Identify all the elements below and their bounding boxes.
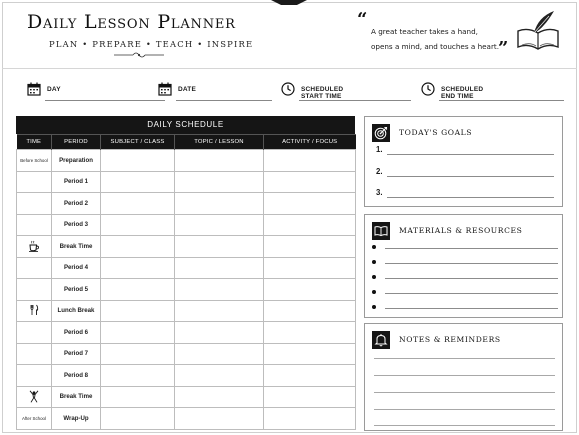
goal-number: 3. [376,188,383,197]
materials-title: MATERIALS & RESOURCES [399,226,523,235]
topic-cell[interactable] [175,214,264,236]
table-row [17,193,356,215]
topic-cell[interactable] [175,279,264,301]
time-cell [17,214,52,236]
subject-cell[interactable] [101,365,175,387]
period-cell: Lunch Break [52,300,101,322]
topic-cell[interactable] [175,408,264,430]
table-row [17,214,356,236]
goals-title: TODAY'S GOALS [399,128,473,137]
table-row [17,150,356,172]
activity-cell[interactable] [264,279,356,301]
time-cell [17,193,52,215]
time-cell [17,300,52,322]
quote-line-1: A great teacher takes a hand, [371,27,478,36]
schedule-table [16,134,356,430]
time-cell [17,279,52,301]
page-subtitle: PLAN • PREPARE • TEACH • INSPIRE [49,39,254,49]
note-input-line[interactable] [374,375,555,376]
table-row [17,343,356,365]
period-cell: Preparation [52,150,101,172]
start-time-input-line[interactable] [299,100,411,101]
day-input-line[interactable] [45,100,165,101]
quote-open-mark: “ [357,9,368,30]
topic-cell[interactable] [175,322,264,344]
material-input-line[interactable] [385,263,558,264]
period-cell: Period 3 [52,214,101,236]
quote-text [371,24,501,54]
goal-number: 1. [376,145,383,154]
topic-cell[interactable] [175,236,264,258]
activity-cell[interactable] [264,365,356,387]
materials-resources-panel [364,214,563,318]
subject-cell[interactable] [101,343,175,365]
topic-cell[interactable] [175,300,264,322]
end-time-label: SCHEDULED END TIME [441,86,484,100]
schedule-header-row [17,135,356,150]
activity-cell[interactable] [264,214,356,236]
todays-goals-panel [364,116,563,207]
page-title: Daily Lesson Planner [27,11,236,33]
topic-cell[interactable] [175,171,264,193]
quote-close-mark: ” [498,38,509,59]
time-cell [17,365,52,387]
period-cell: Period 7 [52,343,101,365]
topic-cell[interactable] [175,150,264,172]
quill-book-icon [514,9,562,53]
material-input-line[interactable] [385,278,558,279]
subject-cell[interactable] [101,150,175,172]
bullet-icon [372,245,376,249]
period-cell: Period 4 [52,257,101,279]
subject-cell[interactable] [101,322,175,344]
column-header-topic: TOPIC / LESSON [175,135,264,150]
time-cell [17,343,52,365]
table-row [17,365,356,387]
time-cell [17,236,52,258]
activity-cell[interactable] [264,408,356,430]
activity-cell[interactable] [264,193,356,215]
topic-cell[interactable] [175,386,264,408]
goal-input-line[interactable] [387,154,554,155]
material-input-line[interactable] [385,293,558,294]
time-cell: After School [17,408,52,430]
calendar-icon [27,82,41,96]
activity-cell[interactable] [264,150,356,172]
note-input-line[interactable] [374,425,555,426]
goal-input-line[interactable] [387,176,554,177]
topic-cell[interactable] [175,257,264,279]
goal-number: 2. [376,167,383,176]
clock-icon [281,82,295,96]
table-row [17,386,356,408]
period-cell: Wrap-Up [52,408,101,430]
time-cell [17,322,52,344]
subject-cell[interactable] [101,193,175,215]
schedule-title: DAILY SCHEDULE [16,116,355,134]
activity-cell[interactable] [264,322,356,344]
period-cell: Period 2 [52,193,101,215]
target-icon [372,124,390,142]
material-input-line[interactable] [385,248,558,249]
topic-cell[interactable] [175,365,264,387]
start-time-label: SCHEDULED START TIME [301,86,344,100]
time-cell [17,386,52,408]
period-cell: Break Time [52,236,101,258]
subject-cell[interactable] [101,300,175,322]
subject-cell[interactable] [101,171,175,193]
table-row [17,257,356,279]
period-cell: Period 6 [52,322,101,344]
period-cell: Break Time [52,386,101,408]
topic-cell[interactable] [175,193,264,215]
note-input-line[interactable] [374,392,555,393]
day-label: DAY [47,86,61,93]
topic-cell[interactable] [175,343,264,365]
fork-knife-icon [28,304,40,316]
bullet-icon [372,275,376,279]
clock-icon [421,82,435,96]
time-cell [17,171,52,193]
period-cell: Period 8 [52,365,101,387]
subject-cell[interactable] [101,386,175,408]
table-row [17,236,356,258]
time-cell: Before School [17,150,52,172]
flourish-ornament-icon [114,51,164,59]
subject-cell[interactable] [101,257,175,279]
open-book-icon [372,222,390,240]
date-label: DATE [178,86,197,93]
subject-cell[interactable] [101,236,175,258]
column-header-period: PERIOD [52,135,101,150]
period-cell: Period 5 [52,279,101,301]
note-input-line[interactable] [374,358,555,359]
quote-line-2: opens a mind, and touches a heart. [371,42,500,51]
coffee-cup-icon [28,240,40,252]
period-cell: Period 1 [52,171,101,193]
column-header-activity: ACTIVITY / FOCUS [264,135,356,150]
activity-cell[interactable] [264,257,356,279]
bullet-icon [372,305,376,309]
notes-reminders-panel [364,323,563,431]
activity-cell[interactable] [264,171,356,193]
activity-cell[interactable] [264,300,356,322]
table-row [17,279,356,301]
activity-cell[interactable] [264,386,356,408]
column-header-time: TIME [17,135,52,150]
calendar-icon [158,82,172,96]
time-cell [17,257,52,279]
header-divider [2,68,577,69]
table-row [17,322,356,344]
column-header-subject: SUBJECT / CLASS [101,135,175,150]
date-input-line[interactable] [176,100,272,101]
subject-cell[interactable] [101,279,175,301]
goal-input-line[interactable] [387,197,554,198]
notes-title: NOTES & REMINDERS [399,335,501,344]
note-input-line[interactable] [374,409,555,410]
bullet-icon [372,290,376,294]
bell-icon [372,331,390,349]
subject-cell[interactable] [101,408,175,430]
table-row [17,408,356,430]
activity-cell[interactable] [264,236,356,258]
stretching-person-icon [28,390,40,403]
table-row [17,171,356,193]
bullet-icon [372,260,376,264]
activity-cell[interactable] [264,343,356,365]
daily-schedule [16,116,355,430]
end-time-input-line[interactable] [439,100,564,101]
subject-cell[interactable] [101,214,175,236]
table-row [17,300,356,322]
material-input-line[interactable] [385,308,558,309]
